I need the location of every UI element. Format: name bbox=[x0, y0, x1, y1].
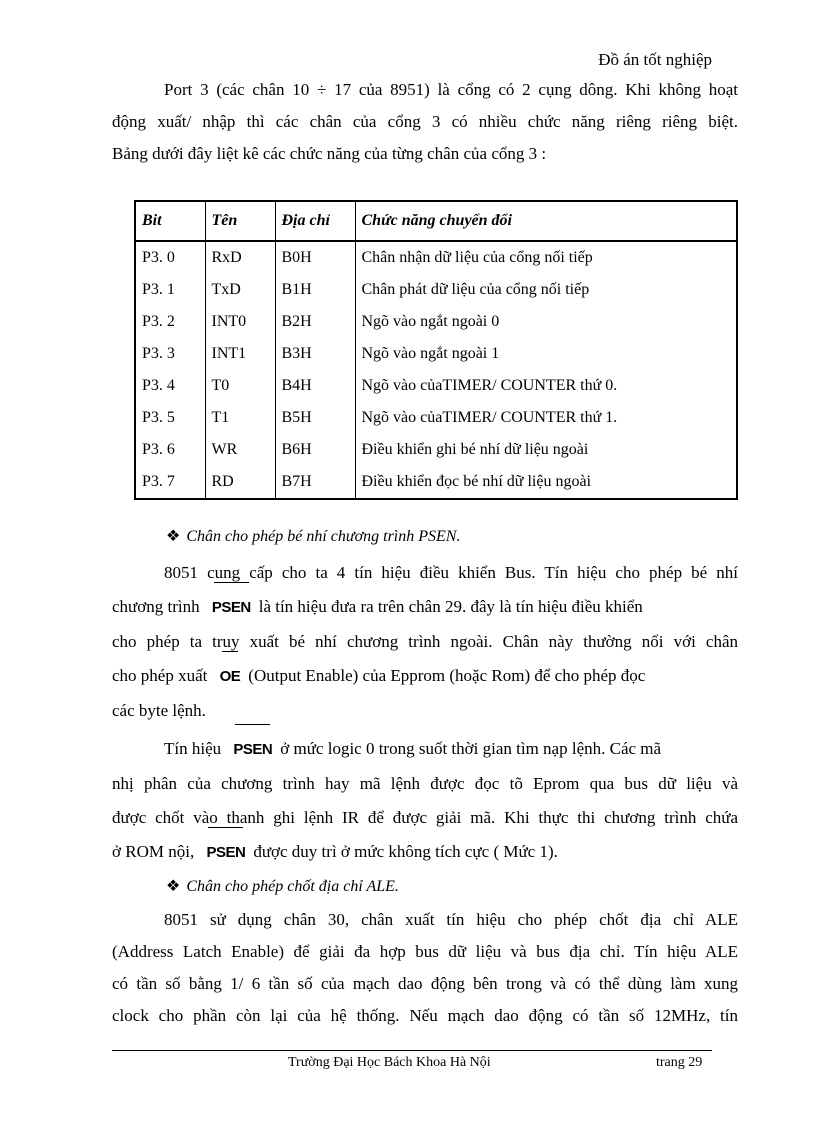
psen-p2-line-1 bbox=[112, 732, 738, 767]
psen-signal-overlined-3: PSEN bbox=[198, 836, 253, 870]
psen-p1-line-4a: cho phép xuất bbox=[112, 666, 208, 685]
psen-paragraph-1 bbox=[112, 556, 738, 728]
cell-bit: P3. 5 bbox=[135, 402, 205, 434]
cell-function: Điều khiển đọc bé nhí dữ liệu ngoài bbox=[361, 473, 592, 490]
table-row bbox=[135, 274, 737, 306]
psen-signal-overlined-2: PSEN bbox=[225, 733, 280, 767]
cell-function: Ngõ vào ngắt ngoài 0 bbox=[361, 313, 500, 330]
port3-function-table bbox=[134, 200, 738, 500]
cell-bit: P3. 2 bbox=[135, 306, 205, 338]
cell-name: RxD bbox=[205, 241, 275, 274]
psen-p2-line-4a: ở ROM nội, bbox=[112, 842, 195, 861]
psen-p1-line-3: cho phép ta truy xuất bé nhí chương trình ngoài. Chân này thường nối với chân bbox=[112, 632, 738, 651]
cell-name: TxD bbox=[205, 274, 275, 306]
page-header-title: Đồ án tốt nghiệp bbox=[598, 50, 712, 69]
cell-function: Ngõ vào ngắt ngoài 1 bbox=[361, 345, 500, 362]
cell-name: INT1 bbox=[205, 338, 275, 370]
ale-line-2: (Address Latch Enable) để giải đa hợp bus dữ liệu và bus địa chỉ. Tín hiệu ALE bbox=[112, 942, 738, 961]
cell-address: B5H bbox=[275, 402, 355, 434]
header-bit: Bit bbox=[135, 201, 205, 241]
ale-heading-text: Chân cho phép chốt địa chỉ ALE. bbox=[186, 878, 399, 895]
table-row bbox=[135, 370, 737, 402]
ale-line-3: có tần số bằng 1/ 6 tần số của mạch dao động bên trong và có thể dùng làm xung bbox=[112, 974, 738, 993]
psen-p2-line-1b: ở mức logic 0 trong suốt thời gian tìm nạp lệnh. Các mã bbox=[280, 739, 662, 758]
cell-bit: P3. 1 bbox=[135, 274, 205, 306]
footer-school-name: Trường Đại Học Bách Khoa Hà Nội bbox=[288, 1055, 491, 1070]
cell-address: B6H bbox=[275, 434, 355, 466]
cell-bit: P3. 7 bbox=[135, 466, 205, 499]
cell-name: RD bbox=[205, 466, 275, 499]
cell-name: T0 bbox=[205, 370, 275, 402]
cell-name: WR bbox=[205, 434, 275, 466]
psen-p1-line-2 bbox=[112, 590, 738, 625]
psen-p2-line-1a: Tín hiệu bbox=[164, 739, 222, 758]
psen-p2-line-4b: được duy trì ở mức không tích cực ( Mức 1). bbox=[253, 842, 558, 861]
cell-function: Ngõ vào củaTIMER/ COUNTER thứ 0. bbox=[361, 377, 618, 394]
psen-p2-line-3: được chốt vào thanh ghi lệnh IR để được giải mã. Khi thực thi chương trình chứa bbox=[112, 808, 738, 827]
table-row bbox=[135, 338, 737, 370]
intro-paragraph bbox=[112, 74, 738, 170]
header-address: Địa chỉ bbox=[275, 201, 355, 241]
footer-divider bbox=[112, 1050, 712, 1051]
table-row bbox=[135, 434, 737, 466]
table-header-row bbox=[135, 201, 737, 241]
table-row bbox=[135, 306, 737, 338]
cell-function: Chân nhận dữ liệu của cổng nối tiếp bbox=[361, 249, 593, 266]
cell-bit: P3. 0 bbox=[135, 241, 205, 274]
psen-p1-line-5: các byte lệnh. bbox=[112, 701, 206, 720]
psen-p1-line-4b: (Output Enable) của Epprom (hoặc Rom) để cho phép đọc bbox=[248, 666, 646, 685]
intro-line-2: động xuất/ nhập thì các chân của cổng 3 có nhiều chức năng riêng riêng biệt. bbox=[112, 112, 738, 131]
cell-address: B7H bbox=[275, 466, 355, 499]
cell-address: B2H bbox=[275, 306, 355, 338]
header-name: Tên bbox=[205, 201, 275, 241]
cell-address: B4H bbox=[275, 370, 355, 402]
intro-line-1: Port 3 (các chân 10 ÷ 17 của 8951) là cổng có 2 cụng dông. Khi không hoạt bbox=[164, 80, 738, 99]
table-row bbox=[135, 241, 737, 274]
cell-address: B1H bbox=[275, 274, 355, 306]
psen-paragraph-2 bbox=[112, 732, 738, 870]
psen-section-heading bbox=[166, 526, 460, 546]
cell-function: Ngõ vào củaTIMER/ COUNTER thứ 1. bbox=[361, 409, 618, 426]
cell-function: Chân phát dữ liệu của cổng nối tiếp bbox=[361, 281, 590, 298]
psen-p1-line-2b: là tín hiệu đưa ra trên chân 29. đây là tín hiệu điều khiển bbox=[258, 597, 643, 616]
cell-bit: P3. 4 bbox=[135, 370, 205, 402]
ale-line-4: clock cho phần còn lại của hệ thống. Nếu mạch dao động có tần số 12MHz, tín bbox=[112, 1006, 738, 1025]
psen-p1-line-1: 8051 cung cấp cho ta 4 tín hiệu điều khiển Bus. Tín hiệu cho phép bé nhí bbox=[164, 563, 738, 582]
cell-address: B3H bbox=[275, 338, 355, 370]
oe-signal-overlined: OE bbox=[212, 660, 249, 694]
psen-heading-text: Chân cho phép bé nhí chương trình PSEN. bbox=[186, 528, 461, 545]
psen-p1-line-2a: chương trình bbox=[112, 597, 200, 616]
footer-page-number: trang 29 bbox=[656, 1055, 703, 1070]
cell-bit: P3. 3 bbox=[135, 338, 205, 370]
diamond-bullet-icon: ❖ bbox=[166, 878, 181, 895]
table-row bbox=[135, 466, 737, 499]
ale-line-1: 8051 sử dụng chân 30, chân xuất tín hiệu cho phép chốt địa chỉ ALE bbox=[164, 910, 738, 929]
header-function: Chức năng chuyển đổi bbox=[355, 201, 737, 241]
cell-name: INT0 bbox=[205, 306, 275, 338]
cell-address: B0H bbox=[275, 241, 355, 274]
ale-section-heading bbox=[166, 876, 399, 896]
intro-line-3: Bảng dưới đây liệt kê các chức năng của từng chân của cổng 3 : bbox=[112, 144, 547, 163]
ale-paragraph bbox=[112, 904, 738, 1032]
cell-name: T1 bbox=[205, 402, 275, 434]
table-row bbox=[135, 402, 737, 434]
diamond-bullet-icon: ❖ bbox=[166, 528, 181, 545]
psen-signal-overlined: PSEN bbox=[204, 591, 259, 625]
psen-p2-line-4 bbox=[112, 835, 738, 870]
cell-function: Điều khiển ghi bé nhí dữ liệu ngoài bbox=[361, 441, 589, 458]
psen-p1-line-4 bbox=[112, 659, 738, 694]
psen-p2-line-2: nhị phân của chương trình hay mã lệnh được đọc tõ Eprom qua bus dữ liệu và bbox=[112, 774, 738, 793]
cell-bit: P3. 6 bbox=[135, 434, 205, 466]
